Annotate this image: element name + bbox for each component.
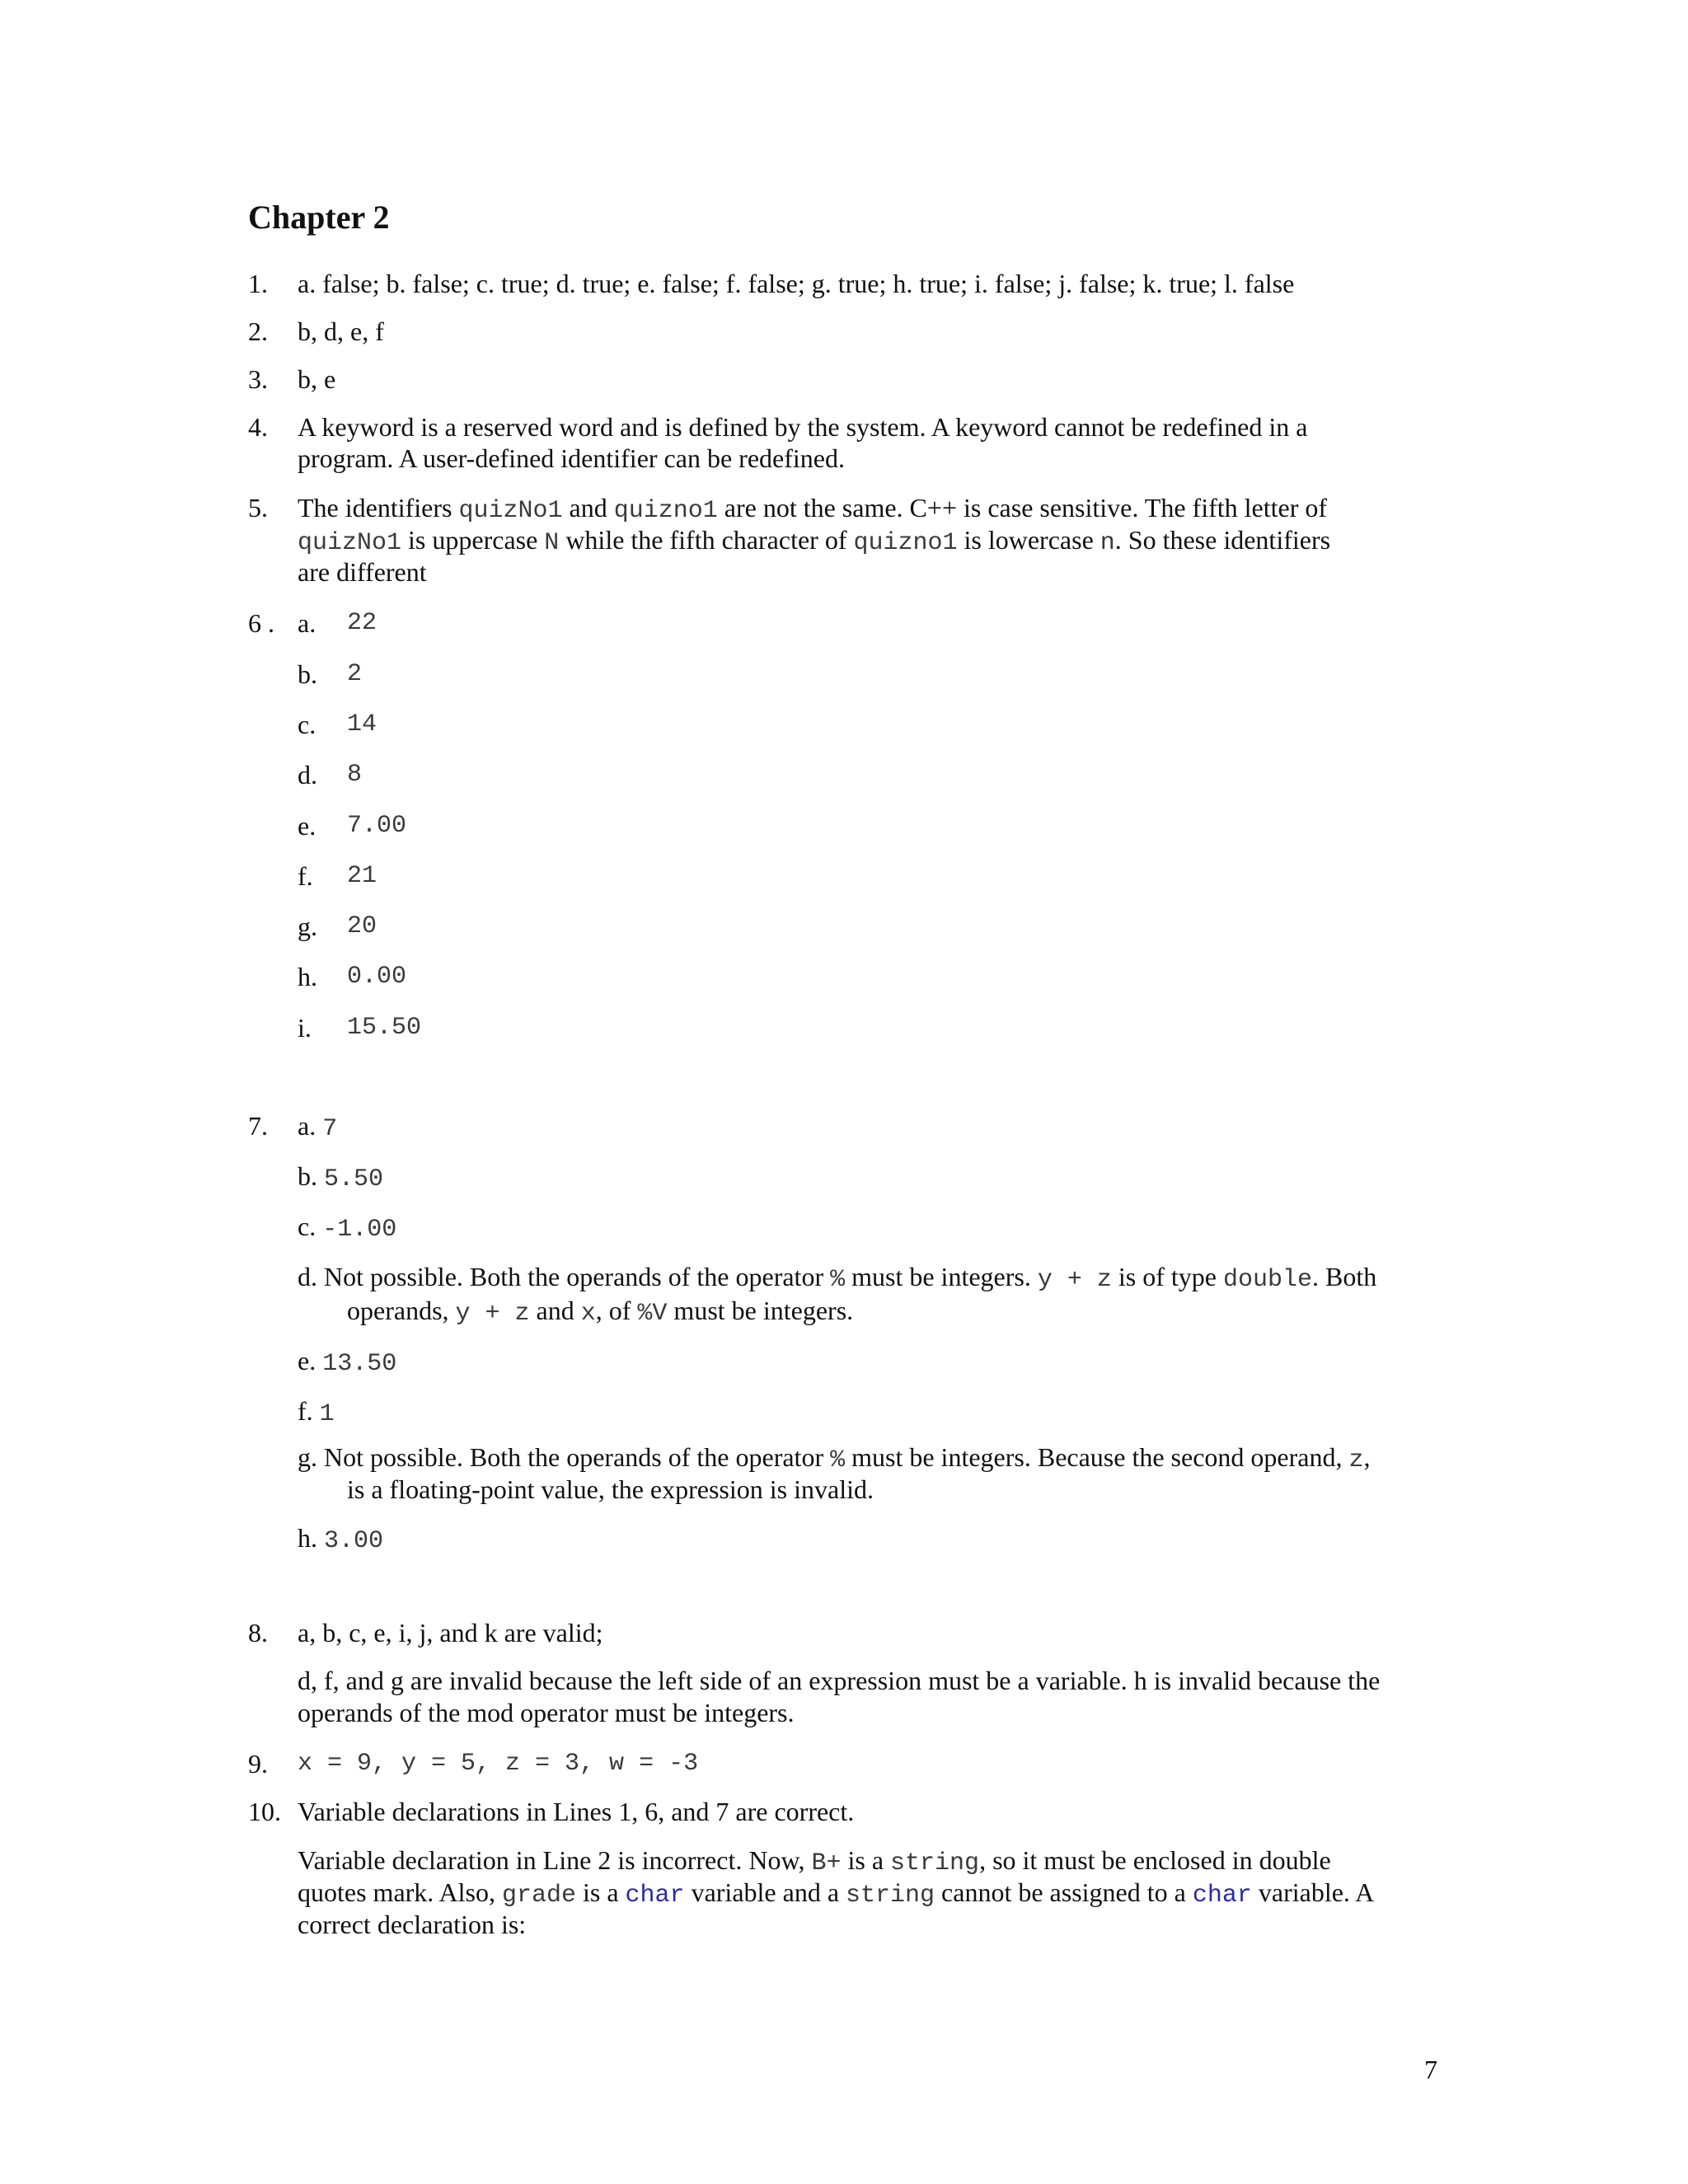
answer-line (298, 1395, 335, 1431)
answer-line (298, 1110, 337, 1146)
answer-line (298, 1877, 1374, 1912)
sub-label: a. (298, 1111, 316, 1141)
answer-line (347, 1295, 853, 1330)
variable: z (1348, 1446, 1364, 1474)
text: is uppercase (401, 525, 545, 555)
answer-text: are different (298, 557, 427, 587)
sub-value: 13.50 (322, 1350, 397, 1378)
answer-number: 6 . (248, 608, 274, 638)
text: . Both (1311, 1262, 1377, 1291)
sub-value: 2 (347, 660, 363, 688)
sub-label: f. (298, 1396, 313, 1426)
answer-text: Variable declarations in Lines 1, 6, and 7 are correct. (298, 1797, 855, 1826)
answer-line (298, 492, 1327, 527)
text: operands, (347, 1296, 456, 1325)
answer-number: 4. (248, 412, 268, 442)
answer-line (298, 1211, 396, 1246)
sub-label: h. (298, 962, 317, 991)
sub-label: i. (298, 1013, 312, 1043)
sub-label: d. (298, 760, 317, 790)
sub-label: e. (298, 1346, 316, 1376)
expression: y + z (455, 1300, 530, 1328)
sub-label: b. (298, 659, 317, 689)
text: cannot be assigned to a (935, 1877, 1193, 1907)
type-name: double (1222, 1266, 1312, 1294)
sub-label: a. (298, 608, 316, 638)
answer-line (298, 1844, 1331, 1880)
text: is a (841, 1845, 891, 1875)
page-number: 7 (1424, 2055, 1437, 2084)
answer-number: 9. (248, 1749, 268, 1779)
sub-value: 1 (319, 1400, 335, 1428)
text: The identifiers (298, 493, 459, 523)
text: quotes mark. Also, (298, 1877, 502, 1907)
sub-label: b. (298, 1161, 317, 1191)
sub-label: e. (298, 811, 316, 841)
identifier: grade (501, 1882, 576, 1910)
text: must be integers. (845, 1262, 1038, 1291)
text: variable and a (684, 1877, 846, 1907)
answer-number: 5. (248, 493, 268, 523)
text: Not possible. Both the operands of the operator (324, 1262, 831, 1291)
sub-label: c. (298, 1212, 316, 1241)
text: , (1363, 1442, 1371, 1472)
text: are not the same. C++ is case sensitive. The fifth letter of (717, 493, 1328, 523)
code-char: N (544, 529, 560, 557)
answer-line (298, 1522, 383, 1558)
sub-label: g. (298, 912, 317, 941)
text: , so it must be enclosed in double (979, 1845, 1331, 1875)
answer-text: a, b, c, e, i, j, and k are valid; (298, 1618, 603, 1647)
text: is lowercase (957, 525, 1100, 555)
identifier: quizNo1 (298, 529, 402, 557)
sub-value: 21 (347, 862, 377, 890)
sub-value: 7 (322, 1115, 338, 1143)
answer-number: 1. (248, 269, 268, 298)
type-name: char (625, 1882, 685, 1910)
text: variable. A (1251, 1877, 1375, 1907)
sub-value: -1.00 (322, 1216, 397, 1244)
sub-label: f. (298, 861, 313, 891)
answer-text: b, e (298, 364, 336, 394)
answer-line (298, 1261, 1376, 1296)
answer-number: 8. (248, 1618, 268, 1647)
type-name: char (1192, 1882, 1252, 1910)
answer-number: 7. (248, 1111, 268, 1141)
answer-text: is a floating-point value, the expression is invalid. (347, 1474, 874, 1504)
expression: y + z (1037, 1266, 1112, 1294)
type-name: string (890, 1849, 980, 1877)
answer-line (298, 524, 1330, 560)
text: while the fifth character of (559, 525, 854, 555)
text: Variable declaration in Line 2 is incorrect. Now, (298, 1845, 812, 1875)
answer-text: correct declaration is: (298, 1910, 527, 1939)
sub-value: 14 (347, 710, 377, 738)
sub-label: h. (298, 1523, 317, 1553)
operator: %V (637, 1300, 668, 1328)
text: . So these identifiers (1114, 525, 1331, 555)
answer-text: A keyword is a reserved word and is defined by the system. A keyword cannot be redefined in a (298, 412, 1308, 442)
text: , of (595, 1296, 638, 1325)
sub-value: 22 (347, 609, 377, 637)
sub-label: g. (298, 1442, 317, 1472)
identifier: quizno1 (853, 529, 958, 557)
code-char: n (1100, 529, 1115, 557)
answer-text: d, f, and g are invalid because the left side of an expression must be a variable. h is invalid because the (298, 1666, 1381, 1695)
answer-number: 10. (248, 1797, 281, 1826)
sub-value: 20 (347, 912, 377, 940)
type-name: string (846, 1882, 935, 1910)
answer-number: 3. (248, 364, 268, 394)
operator: % (830, 1446, 846, 1474)
sub-label: c. (298, 710, 316, 739)
answer-text: a. false; b. false; c. true; d. true; e. false; f. false; g. true; h. true; i. false; j. false; k. true; l. false (298, 269, 1295, 298)
answer-line (298, 1345, 396, 1380)
answer-line (298, 1441, 1370, 1477)
identifier: quizno1 (613, 497, 718, 525)
sub-value: 15.50 (347, 1014, 422, 1042)
sub-value: 5.50 (324, 1165, 384, 1193)
text: is a (576, 1877, 626, 1907)
code-value: B+ (811, 1849, 842, 1877)
page-title: Chapter 2 (248, 199, 390, 236)
text: Not possible. Both the operands of the operator (324, 1442, 831, 1472)
operator: % (830, 1266, 846, 1294)
sub-label: d. (298, 1262, 317, 1291)
sub-value: 7.00 (347, 812, 407, 840)
text: must be integers. Because the second operand, (845, 1442, 1349, 1472)
answer-number: 2. (248, 316, 268, 346)
sub-value: 8 (347, 761, 363, 789)
text: is of type (1111, 1262, 1223, 1291)
text: and (562, 493, 614, 523)
identifier: quizNo1 (458, 497, 563, 525)
sub-value: 0.00 (347, 963, 407, 991)
answer-text: b, d, e, f (298, 316, 384, 346)
sub-value: 3.00 (324, 1527, 384, 1555)
text: and (529, 1296, 581, 1325)
answer-line (298, 1160, 383, 1196)
text: must be integers. (667, 1296, 854, 1325)
variable: x (580, 1300, 596, 1328)
answer-code: x = 9, y = 5, z = 3, w = -3 (298, 1750, 699, 1778)
answer-text: program. A user-defined identifier can be redefined. (298, 443, 845, 473)
answer-text: operands of the mod operator must be integers. (298, 1698, 795, 1727)
